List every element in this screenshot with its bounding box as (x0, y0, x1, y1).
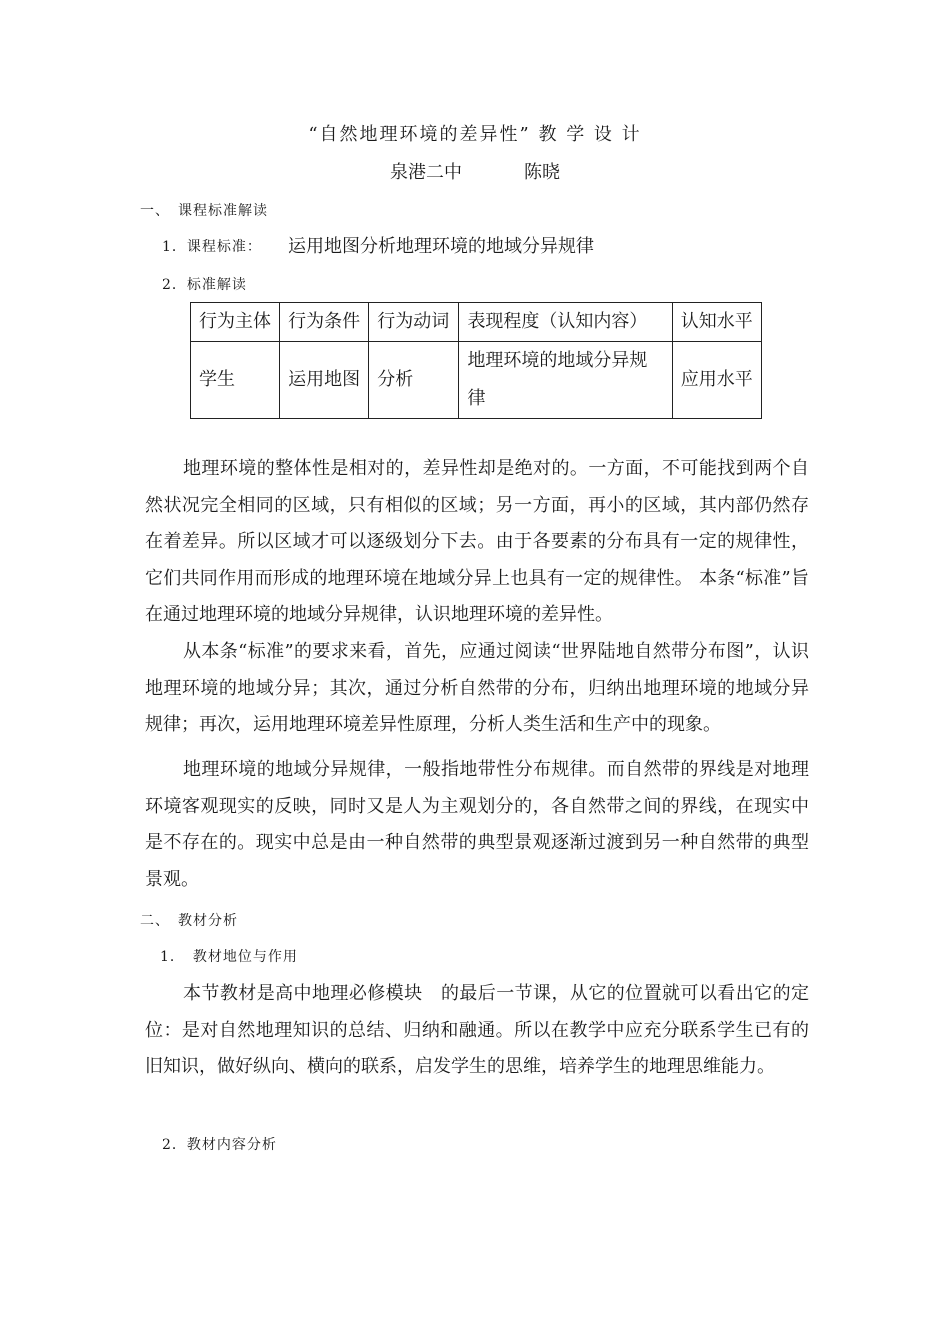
author-line (0, 158, 950, 184)
table-cell: 运用地图 (280, 342, 369, 419)
standard-analysis-table (190, 302, 762, 419)
section1-item2-label: 2．标准解读 (162, 277, 247, 293)
table-cell: 学生 (191, 342, 280, 419)
section1-heading: 一、 课程标准解读 (140, 203, 268, 219)
table-header-cell: 行为动词 (369, 303, 459, 342)
section1-item1-label: 1．课程标准： (162, 239, 262, 255)
table-cell: 分析 (369, 342, 459, 419)
document-title: “自然地理环境的差异性” 教 学 设 计 (308, 124, 642, 145)
body-paragraph: 地理环境的整体性是相对的，差异性却是绝对的。一方面，不可能找到两个自然状况完全相同的区域，只有相似的区域；另一方面，再小的区域，其内部仍然存在着差异。所以区域才可以逐级划分下去。由于各要素的分布具有一定的规律性，它们共同作用而形成的地理环境在地域分异上也具有一定的规律性。 本条“标准”旨在通过地理环境的地域分异规律，认识地理环境的差异性。 (145, 458, 809, 625)
curriculum-standard-text: 运用地图分析地理环境的地域分异规律 (288, 236, 594, 257)
table-cell: 应用水平 (672, 342, 761, 419)
body-paragraph: 从本条“标准”的要求来看，首先，应通过阅读“世界陆地自然带分布图”，认识地理环境的地域分异；其次，通过分析自然带的分布，归纳出地理环境的地域分异规律；再次，运用地理环境差异性原理，分析人类生活和生产中的现象。 (145, 641, 809, 735)
body-paragraph: 地理环境的地域分异规律，一般指地带性分布规律。而自然带的界线是对地理环境客观现实的反映，同时又是人为主观划分的，各自然带之间的界线，在现实中是不存在的。现实中总是由一种自然带的典型景观逐渐过渡到另一种自然带的典型景观。 (145, 759, 809, 890)
body-paragraph: 本节教材是高中地理必修模块 的最后一节课，从它的位置就可以看出它的定位：是对自然地理知识的总结、归纳和融通。所以在教学中应充分联系学生已有的旧知识，做好纵向、横向的联系，启发学生的思维，培养学生的地理思维能力。 (145, 983, 809, 1077)
section2-heading: 二、 教材分析 (140, 913, 238, 929)
section2-item1-label: 1． 教材地位与作用 (160, 949, 298, 965)
table-header-cell: 表现程度（认知内容） (459, 303, 672, 342)
table-header-cell: 认知水平 (672, 303, 761, 342)
table-header-cell: 行为条件 (280, 303, 369, 342)
table-row (191, 342, 762, 419)
author-name: 陈晓 (524, 162, 560, 183)
table-cell: 地理环境的地域分异规律 (459, 342, 672, 419)
table-header-cell: 行为主体 (191, 303, 280, 342)
table-header-row (191, 303, 762, 342)
section2-item2-label: 2．教材内容分析 (162, 1137, 277, 1153)
author-school: 泉港二中 (390, 162, 462, 183)
